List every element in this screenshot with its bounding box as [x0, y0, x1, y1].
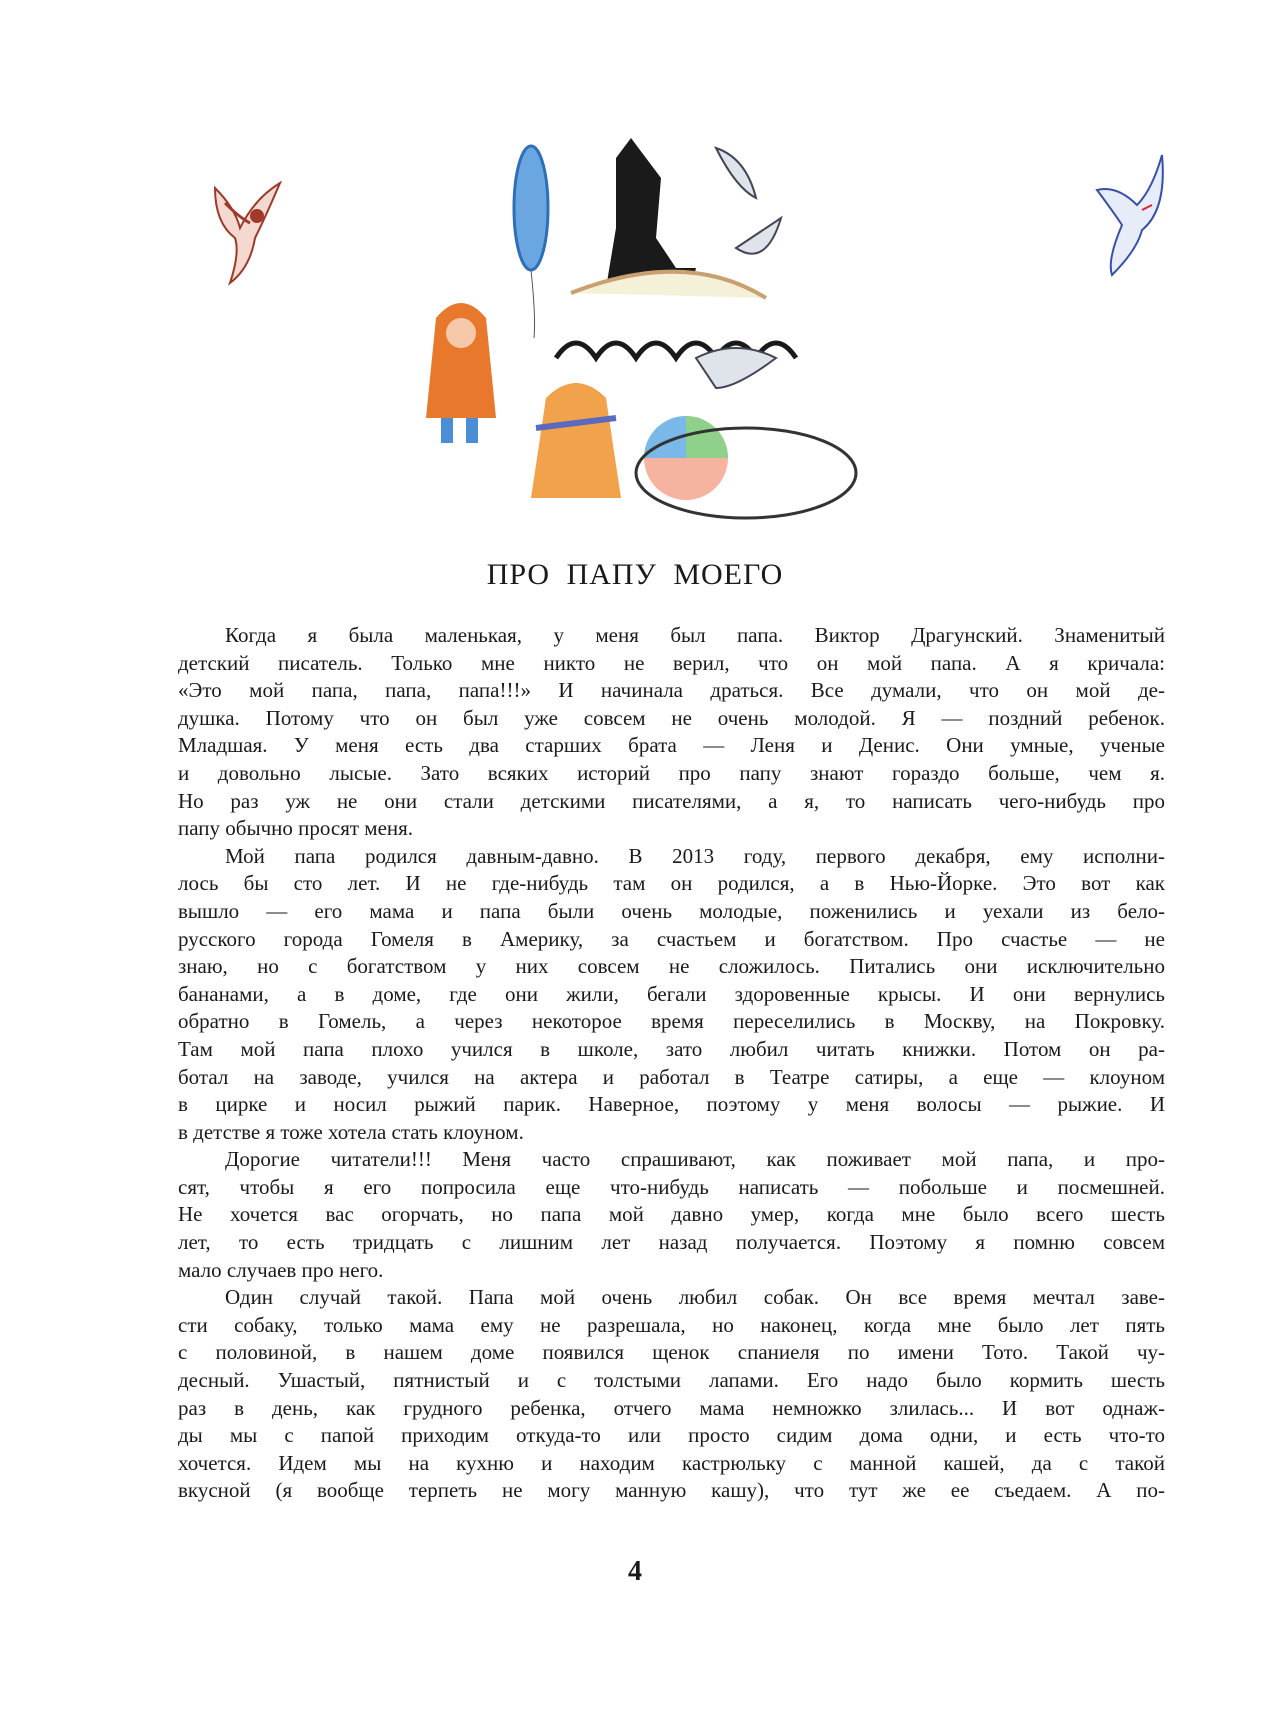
- child: [426, 303, 496, 443]
- text-line: Там мой папа плохо учился в школе, зато любил читать книжки. Потом он ра-: [178, 1036, 1165, 1061]
- text-line: бананами, а в доме, где они жили, бегали здоровенные крысы. И они вернулись: [178, 981, 1165, 1006]
- text-line: Мой папа родился давным-давно. В 2013 году, первого декабря, ему исполни-: [225, 843, 1165, 868]
- text-line: Когда я была маленькая, у меня был папа. Виктор Драгунский. Знаменитый: [225, 623, 1165, 647]
- text-line: знаю, но с богатством у них совсем не сложилось. Питались они исключительно: [178, 954, 1165, 979]
- text-line: обратно в Гомель, а через некоторое время переселились в Москву, на Покровку.: [178, 1009, 1165, 1034]
- text-line: с половиной, в нашем доме появился щенок спаниеля по имени Тото. Такой чу-: [178, 1340, 1165, 1365]
- text-line: десный. Ушастый, пятнистый и с толстыми лапами. Его надо было кормить шесть: [178, 1368, 1165, 1393]
- text-line: мало случаев про него.: [178, 1257, 384, 1282]
- chapter-illustration: [416, 118, 914, 548]
- text-line: душка. Потому что он был уже совсем не очень молодой. Я — поздний ребенок.: [178, 705, 1165, 730]
- bird-illustration-left: [195, 168, 295, 293]
- text-line: сят, чтобы я его попросила еще что-нибудь написать — побольше и посмешней.: [178, 1174, 1165, 1199]
- chapter-text: [178, 622, 1165, 1505]
- text-line: Один случай такой. Папа мой очень любил собак. Он все время мечтал заве-: [225, 1285, 1165, 1310]
- text-line: Младшая. У меня есть два старших брата — Леня и Денис. Они умные, ученые: [178, 733, 1165, 758]
- balloon: [514, 146, 548, 338]
- text-line: в детстве я тоже хотела стать клоуном.: [178, 1119, 524, 1144]
- text-line: папу обычно просят меня.: [178, 816, 414, 841]
- text-line: лет, то есть тридцать с лишним лет назад получается. Поэтому я помню совсем: [178, 1230, 1165, 1255]
- text-line: вкусной (я вообще терпеть не могу манную кашу), что тут же ее съедаем. А по-: [178, 1478, 1165, 1503]
- text-line: лось бы сто лет. И не где-нибудь там он родился, а в Нью-Йорке. Это вот как: [178, 871, 1165, 896]
- chapter-title: ПРО ПАПУ МОЕГО: [486, 558, 784, 591]
- text-line: «Это мой папа, папа, папа!!!» И начинала драться. Все думали, что он мой де-: [178, 678, 1165, 703]
- text-line: ботал на заводе, учился на актера и работал в Театре сатиры, а еще — клоуном: [178, 1064, 1165, 1089]
- text-line: Дорогие читатели!!! Меня часто спрашивают, как поживает мой папа, и про-: [225, 1147, 1165, 1172]
- text-line: раз в день, как грудного ребенка, отчего мама немножко злилась... И вот однаж-: [178, 1395, 1165, 1420]
- text-line: Не хочется вас огорчать, но папа мой давно умер, когда мне было всего шесть: [178, 1202, 1165, 1227]
- pigeon-illustration-right: [1082, 150, 1187, 282]
- text-line: ды мы с папой приходим откуда-то или просто сидим дома одни, и есть что-то: [178, 1423, 1165, 1448]
- bear: [531, 383, 621, 498]
- pigeons: [696, 148, 781, 388]
- text-line: и довольно лысые. Зато всяких историй про папу знают гораздо больше, чем я.: [178, 760, 1165, 785]
- dog: [606, 138, 696, 288]
- text-line: Но раз уж не они стали детскими писателями, а я, то написать чего-нибудь про: [178, 788, 1165, 813]
- text-line: детский писатель. Только мне никто не верил, что он мой папа. А я кричала:: [178, 650, 1165, 675]
- text-line: хочется. Идем мы на кухню и находим кастрюльку с манной кашей, да с такой: [178, 1450, 1165, 1475]
- text-line: русского города Гомеля в Америку, за счастьем и богатством. Про счастье — не: [178, 926, 1165, 951]
- text-line: вышло — его мама и папа были очень молодые, поженились и уехали из бело-: [178, 898, 1165, 923]
- page-number: 4: [628, 1556, 642, 1587]
- text-line: в цирке и носил рыжий парик. Наверное, поэтому у меня волосы — рыжие. И: [178, 1092, 1165, 1117]
- text-line: сти собаку, только мама ему не разрешала, но наконец, когда мне было лет пять: [178, 1312, 1165, 1337]
